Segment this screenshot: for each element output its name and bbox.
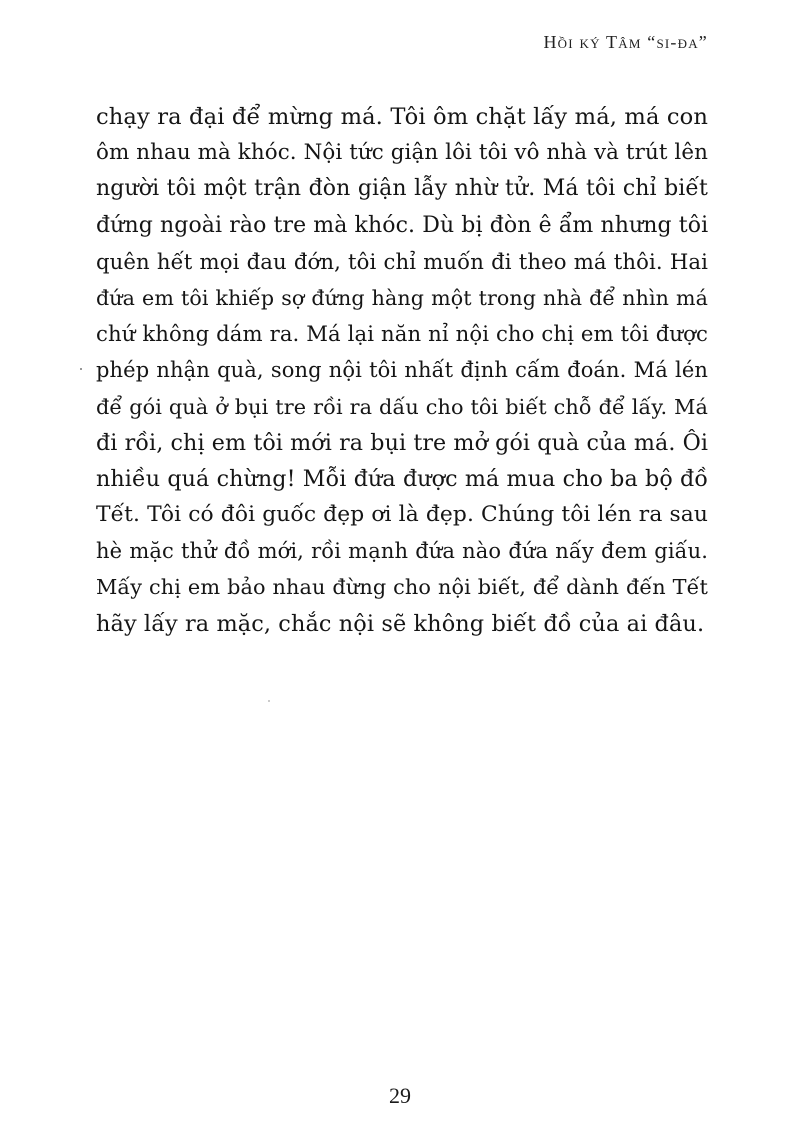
text-line: chứ không dám ra. Má lại năn nỉ nội cho chị em tôi được [96, 321, 708, 347]
text-line: đứa em tôi khiếp sợ đứng hàng một trong nhà để nhìn má [96, 285, 708, 310]
text-line: chạy ra đại để mừng má. Tôi ôm chặt lấy má, má con [96, 104, 708, 130]
text-line: Mấy chị em bảo nhau đừng cho nội biết, để dành đến Tết [96, 575, 708, 600]
scan-speck [268, 700, 270, 702]
text-line: để gói quà ở bụi tre rồi ra dấu cho tôi biết chỗ để lấy. Má [96, 394, 708, 419]
text-line: phép nhận quà, song nội tôi nhất định cấm đoán. Má lén [96, 358, 708, 383]
text-line: đi rồi, chị em tôi mới ra bụi tre mở gói quà của má. Ôi [96, 429, 709, 456]
text-line: hè mặc thử đồ mới, rồi mạnh đứa nào đứa nấy đem giấu. [96, 539, 708, 564]
scan-speck [80, 368, 82, 370]
running-head: Hồi ký Tâm “si-đa” [543, 32, 708, 52]
text-line: quên hết mọi đau đớn, tôi chỉ muốn đi theo má thôi. Hai [96, 248, 708, 274]
body-paragraph [96, 99, 708, 642]
text-line: Tết. Tôi có đôi guốc đẹp ơi là đẹp. Chúng tôi lén ra sau [96, 502, 708, 528]
text-line: nhiều quá chừng! Mỗi đứa được má mua cho ba bộ đồ [96, 465, 708, 492]
page-number: 29 [389, 1083, 411, 1108]
text-line: ôm nhau mà khóc. Nội tức giận lôi tôi vô nhà và trút lên [96, 140, 708, 166]
text-line: đứng ngoài rào tre mà khóc. Dù bị đòn ê ẩm nhưng tôi [96, 212, 709, 238]
text-line: người tôi một trận đòn giận lẫy nhừ tử. Má tôi chỉ biết [96, 176, 708, 202]
text-line: hãy lấy ra mặc, chắc nội sẽ không biết đồ của ai đâu. [96, 610, 705, 637]
